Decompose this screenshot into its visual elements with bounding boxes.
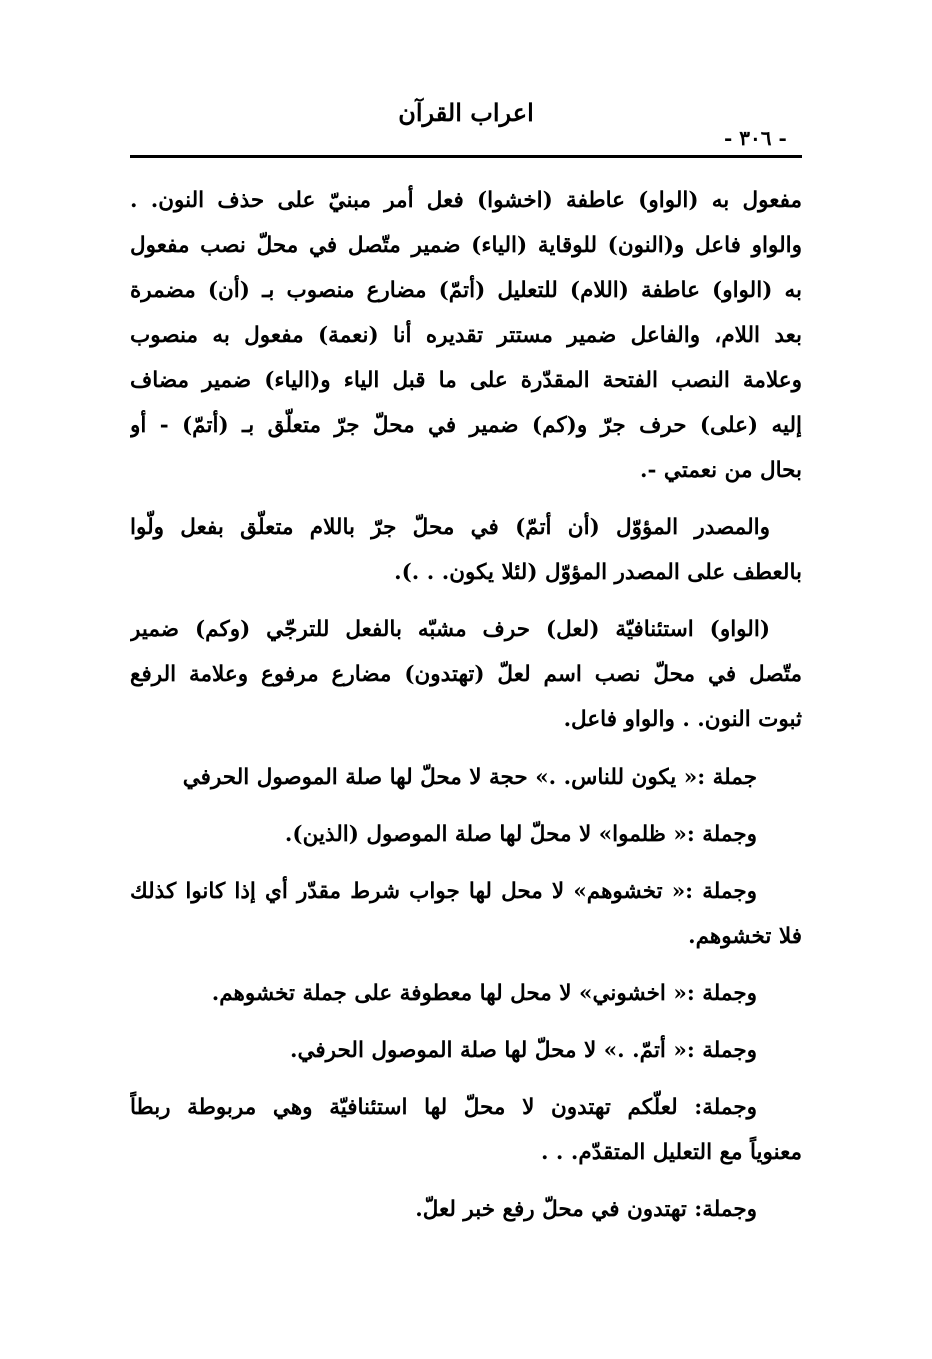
header-rule xyxy=(130,155,802,158)
text-line: معنوياً مع التعليل المتقدّم. . . xyxy=(540,1140,802,1165)
text-line: وجملة :« اخشوني» لا محل لها معطوفة على جملة تخشوهم. xyxy=(211,981,757,1006)
page-title: اعراب القرآن xyxy=(398,98,534,127)
paragraph-9 xyxy=(130,1085,802,1175)
text-line: وجملة: تهتدون في محلّ رفع خبر لعلّ. xyxy=(415,1197,757,1222)
text-line: متّصل في محلّ نصب اسم لعلّ (تهتدون) مضارع مرفوع وعلامة الرفع xyxy=(130,662,802,687)
text-line: والمصدر المؤوّل (أن أتمّ) في محلّ جرّ باللام متعلّق بفعل ولّوا xyxy=(130,515,770,540)
paragraph-4 xyxy=(130,755,802,800)
text-line: مفعول به (الواو) عاطفة (اخشوا) فعل أمر مبنيّ على حذف النون. . xyxy=(130,188,802,213)
text-line: والواو فاعل و(النون) للوقاية (الياء) ضمير متّصل في محلّ نصب مفعول xyxy=(130,233,802,258)
text-line: وجملة :« ظلموا» لا محلّ لها صلة الموصول (الذين). xyxy=(284,822,757,847)
text-line: بحال من نعمتي -. xyxy=(640,458,802,483)
paragraph-3 xyxy=(130,607,802,742)
page-body xyxy=(130,178,802,1232)
text-line: بالعطف على المصدر المؤوّل (لئلا يكون. . .). xyxy=(394,560,802,585)
text-line: به (الواو) عاطفة (اللام) للتعليل (أتمّ) مضارع منصوب بـ (أن) مضمرة xyxy=(130,278,802,303)
paragraph-6 xyxy=(130,869,802,959)
text-line: وجملة: لعلّكم تهتدون لا محلّ لها استئنافيّة وهي مربوطة ربطاً xyxy=(130,1095,757,1120)
page-number: - ٣٠٦ - xyxy=(724,126,787,150)
text-line: ثبوت النون. . والواو فاعل. xyxy=(563,707,802,732)
paragraph-10 xyxy=(130,1187,802,1232)
paragraph-1 xyxy=(130,178,802,493)
text-line: (الواو) استئنافيّة (لعل) حرف مشبّه بالفعل للترجّي (وكم) ضمير xyxy=(130,617,770,642)
text-line: إليه (على) حرف جرّ و(كم) ضمير في محلّ جرّ متعلّق بـ (أتمّ) - أو xyxy=(130,413,802,438)
text-line: وعلامة النصب الفتحة المقدّرة على ما قبل الياء و(الياء) ضمير مضاف xyxy=(130,368,802,393)
text-line: وجملة :« تخشوهم» لا محل لها جواب شرط مقدّر أي إذا كانوا كذلك xyxy=(130,879,757,904)
text-line: جملة :« يكون للناس. .» حجة لا محلّ لها صلة الموصول الحرفي xyxy=(182,765,757,790)
text-line: فلا تخشوهم. xyxy=(688,924,802,949)
paragraph-7 xyxy=(130,971,802,1016)
text-line: وجملة :« أتمّ. .» لا محلّ لها صلة الموصول الحرفي. xyxy=(289,1038,757,1063)
paragraph-2 xyxy=(130,505,802,595)
paragraph-5 xyxy=(130,812,802,857)
paragraph-8 xyxy=(130,1028,802,1073)
text-line: بعد اللام، والفاعل ضمير مستتر تقديره أنا (نعمة) مفعول به منصوب xyxy=(130,323,802,348)
